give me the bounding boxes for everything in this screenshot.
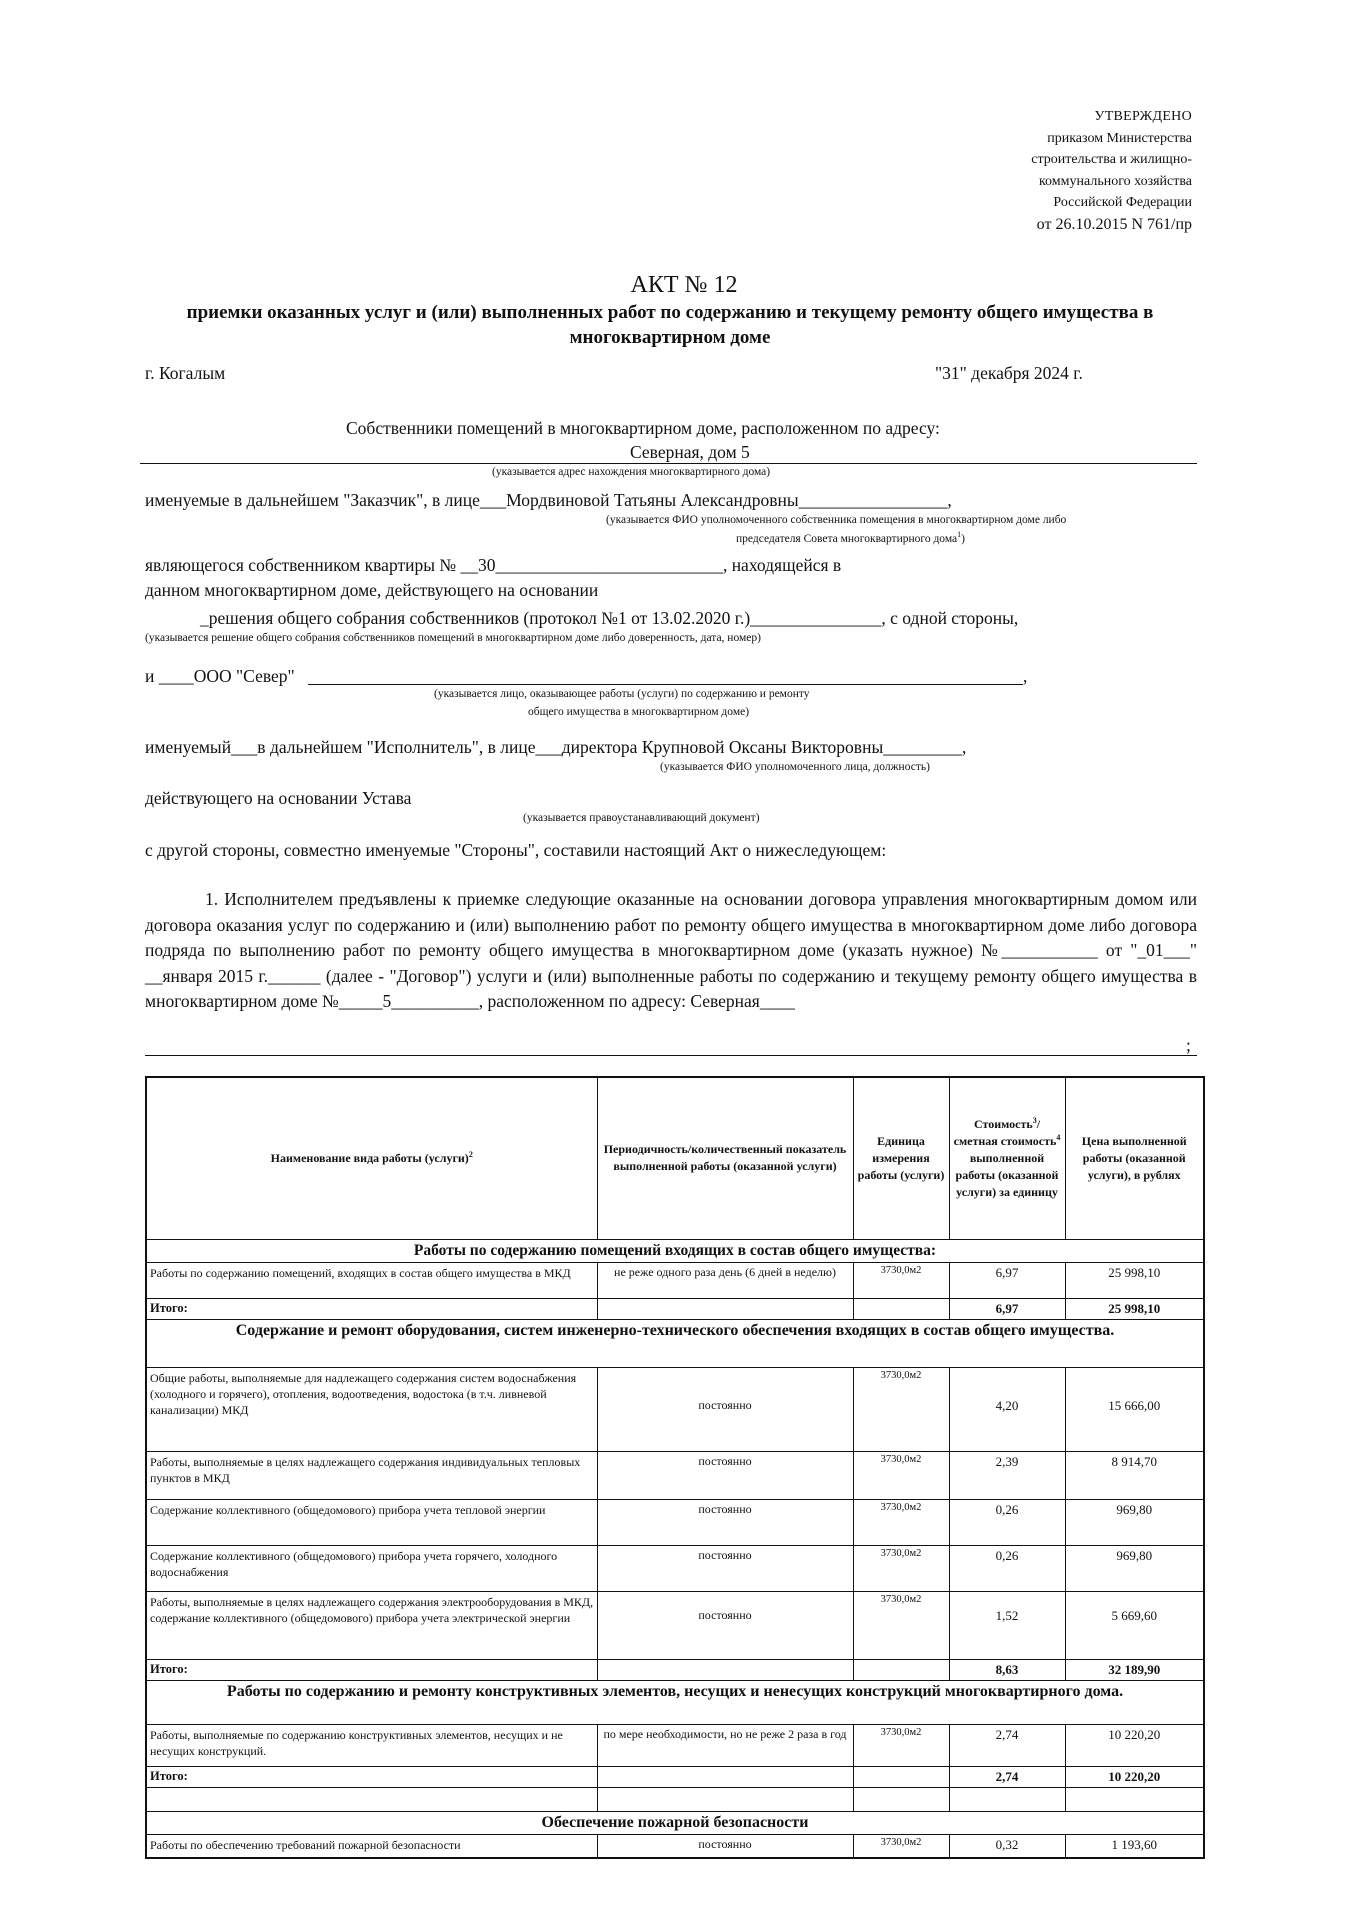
cell-periodicity: не реже одного раза день (6 дней в неделю) — [597, 1262, 853, 1298]
customer-tail: _________________, — [798, 490, 952, 510]
cell-cost: 4,20 — [949, 1367, 1065, 1451]
customer-prefix: именуемые в дальнейшем "Заказчик", в лице — [145, 490, 480, 510]
cell-price: 5 669,60 — [1065, 1591, 1204, 1659]
cell-name: Общие работы, выполняемые для надлежащего содержания систем водоснабжения (холодного и горячего), отопления, водоотведения, водостока (в т.ч. ливневой канализации) МКД — [146, 1367, 597, 1451]
approval-line: приказом Министерства — [1047, 130, 1192, 146]
cell-cost: 0,32 — [949, 1834, 1065, 1858]
apartment-line-2: данном многоквартирном доме, действующего на основании — [145, 580, 599, 600]
approval-line: коммунального хозяйства — [1038, 173, 1192, 189]
total-row — [146, 1298, 1204, 1319]
total-price: 25 998,10 — [1065, 1298, 1204, 1319]
table-row — [146, 1451, 1204, 1499]
cell-periodicity: постоянно — [597, 1591, 853, 1659]
section-title: Работы по содержанию и ремонту конструктивных элементов, несущих и ненесущих конструкций многоквартирного дома. — [146, 1680, 1204, 1724]
cell-name: Работы, выполняемые в целях надлежащего содержания электрооборудования в МКД, содержание коллективного (общедомового) прибора учета электрической энергии — [146, 1591, 597, 1659]
contractor-prefix: и — [145, 666, 155, 686]
clause-1-underline — [145, 1055, 1197, 1056]
contractor-name: ____ООО "Север" — [158, 666, 295, 686]
other-side-line: с другой стороны, совместно именуемые "Стороны", составили настоящий Акт о нижеследующем: — [145, 840, 887, 860]
total-label: Итого: — [146, 1659, 597, 1680]
cell-name: Содержание коллективного (общедомового) прибора учета тепловой энергии — [146, 1499, 597, 1545]
approval-heading: УТВЕРЖДЕНО — [1094, 109, 1192, 124]
table-row — [146, 1834, 1204, 1858]
cell-name: Содержание коллективного (общедомового) прибора учета горячего, холодного водоснабжения — [146, 1545, 597, 1591]
address-hint: (указывается адрес нахождения многоквартирного дома) — [492, 466, 771, 478]
cell-price: 969,80 — [1065, 1545, 1204, 1591]
cell-unit: 3730,0м2 — [853, 1451, 949, 1499]
table-header-row — [146, 1077, 1204, 1239]
table-row — [146, 1367, 1204, 1451]
act-title: АКТ № 12 — [630, 272, 738, 298]
customer-hint: председателя Совета многоквартирного дома$^1$) — [736, 530, 965, 545]
spacer-row — [146, 1787, 1204, 1811]
cell-unit: 3730,0м2 — [853, 1724, 949, 1766]
basis-tail: _______________, с одной стороны, — [750, 608, 1019, 628]
clause-1-text: 1. Исполнителем предъявлены к приемке следующие оказанные на основании договора управления многоквартирным домом или договора оказания услуг по содержанию и (или) выполнению работ по ремонту общего имущества в многоквартирном доме либо договора подряда по выполнению работ по ремонту общего имущества в многоквартирном доме (указать нужное) №___________ от "_01___" __января 2015 г.______ (далее - "Договор") услуги и (или) выполненные работы по содержанию и текущему ремонту общего имущества в многоквартирном доме №_____5__________, расположенном по адресу: Северная____ — [145, 889, 1197, 1011]
cell-price: 969,80 — [1065, 1499, 1204, 1545]
act-date: "31" декабря 2024 г. — [935, 363, 1083, 383]
acting-line: действующего на основании Устава — [145, 788, 412, 808]
customer-name: ___Мордвиновой Татьяны Александровны — [479, 490, 799, 510]
total-row — [146, 1766, 1204, 1787]
total-cost: 6,97 — [949, 1298, 1065, 1319]
contractor-hint: общего имущества в многоквартирном доме) — [528, 706, 750, 718]
owners-intro: Собственники помещений в многоквартирном доме, расположенном по адресу: — [346, 418, 940, 438]
cell-name: Работы по обеспечению требований пожарной безопасности — [146, 1834, 597, 1858]
cell-unit: 3730,0м2 — [853, 1545, 949, 1591]
apartment-tail: __________________________, находящейся в — [495, 555, 842, 575]
cell-periodicity: постоянно — [597, 1367, 853, 1451]
cell-unit: 3730,0м2 — [853, 1591, 949, 1659]
header-unit: Единица измерения работы (услуги) — [853, 1077, 949, 1239]
executor-line: именуемый___в дальнейшем "Исполнитель", в лице___директора Крупновой Оксаны Викторовны_________, — [145, 737, 967, 757]
cell-cost: 0,26 — [949, 1499, 1065, 1545]
contractor-tail: , — [1023, 666, 1028, 686]
cell-unit: 3730,0м2 — [853, 1834, 949, 1858]
apartment-number: __30 — [460, 555, 496, 575]
executor-hint: (указывается ФИО уполномоченного лица, должность) — [660, 761, 930, 773]
section-header — [146, 1239, 1204, 1262]
total-label: Итого: — [146, 1298, 597, 1319]
header-name: Наименование вида работы (услуги)$^2$ — [146, 1077, 597, 1239]
approval-line: строительства и жилищно- — [1031, 152, 1192, 167]
basis-line — [200, 608, 1018, 629]
cell-cost: 0,26 — [949, 1545, 1065, 1591]
section-header — [146, 1319, 1204, 1367]
header-periodicity: Периодичность/количественный показатель выполненной работы (оказанной услуги) — [597, 1077, 853, 1239]
cell-price: 1 193,60 — [1065, 1834, 1204, 1858]
apartment-line — [145, 555, 841, 576]
basis-hint: (указывается решение общего собрания собственников помещений в многоквартирном доме либо доверенность, дата, номер) — [145, 632, 761, 644]
table-row — [146, 1591, 1204, 1659]
clause-1 — [145, 887, 1197, 1015]
contractor-line — [145, 666, 295, 687]
table-row — [146, 1545, 1204, 1591]
section-title: Работы по содержанию помещений входящих в состав общего имущества: — [146, 1239, 1204, 1262]
cell-periodicity: по мере необходимости, но не реже 2 раза в год — [597, 1724, 853, 1766]
works-table — [145, 1076, 1205, 1859]
basis-value: _решения общего собрания собственников (протокол №1 от 13.02.2020 г.) — [200, 608, 751, 628]
approval-block — [892, 106, 1192, 235]
contractor-underline — [308, 684, 1023, 685]
total-price: 10 220,20 — [1065, 1766, 1204, 1787]
table-row — [146, 1724, 1204, 1766]
customer-hint: (указывается ФИО уполномоченного собственника помещения в многоквартирном доме либо — [606, 514, 1067, 526]
cell-name: Работы, выполняемые в целях надлежащего содержания индивидуальных тепловых пунктов в МКД — [146, 1451, 597, 1499]
cell-periodicity: постоянно — [597, 1499, 853, 1545]
cell-cost: 6,97 — [949, 1262, 1065, 1298]
section-title: Обеспечение пожарной безопасности — [146, 1811, 1204, 1834]
acting-hint: (указывается правоустанавливающий документ) — [523, 812, 760, 824]
table-row — [146, 1262, 1204, 1298]
act-subtitle: приемки оказанных услуг и (или) выполненных работ по содержанию и текущему ремонту общего имущества в многоквартирном доме — [186, 302, 1154, 348]
section-header — [146, 1811, 1204, 1834]
customer-line — [145, 490, 952, 511]
apartment-prefix: являющегося собственником квартиры № — [145, 555, 457, 575]
cell-cost: 2,74 — [949, 1724, 1065, 1766]
address-value: Северная, дом 5 — [630, 442, 750, 462]
cell-name: Работы по содержанию помещений, входящих в состав общего имущества в МКД — [146, 1262, 597, 1298]
total-row — [146, 1659, 1204, 1680]
place: г. Когалым — [145, 363, 226, 383]
total-label: Итого: — [146, 1766, 597, 1787]
approval-line: Российской Федерации — [1053, 195, 1192, 210]
cell-cost: 1,52 — [949, 1591, 1065, 1659]
contractor-hint: (указывается лицо, оказывающее работы (услуги) по содержанию и ремонту — [434, 688, 810, 700]
cell-name: Работы, выполняемые по содержанию конструктивных элементов, несущих и не несущих конструкций. — [146, 1724, 597, 1766]
address-underline — [140, 463, 1197, 464]
cell-price: 25 998,10 — [1065, 1262, 1204, 1298]
cell-price: 10 220,20 — [1065, 1724, 1204, 1766]
section-title: Содержание и ремонт оборудования, систем инженерно-технического обеспечения входящих в состав общего имущества. — [146, 1319, 1204, 1367]
total-price: 32 189,90 — [1065, 1659, 1204, 1680]
cell-unit: 3730,0м2 — [853, 1262, 949, 1298]
total-cost: 2,74 — [949, 1766, 1065, 1787]
total-cost: 8,63 — [949, 1659, 1065, 1680]
cell-periodicity: постоянно — [597, 1834, 853, 1858]
cell-cost: 2,39 — [949, 1451, 1065, 1499]
cell-unit: 3730,0м2 — [853, 1367, 949, 1451]
table-row — [146, 1499, 1204, 1545]
cell-unit: 3730,0м2 — [853, 1499, 949, 1545]
approval-order-date: от 26.10.2015 N 761/пр — [1036, 215, 1192, 233]
cell-price: 8 914,70 — [1065, 1451, 1204, 1499]
header-cost: Стоимость$^3$/сметная стоимость$^4$ выполненной работы (оказанной услуги) за единицу — [949, 1077, 1065, 1239]
clause-1-end: ; — [1186, 1035, 1191, 1055]
section-header — [146, 1680, 1204, 1724]
cell-periodicity: постоянно — [597, 1451, 853, 1499]
header-price: Цена выполненной работы (оказанной услуги), в рублях — [1065, 1077, 1204, 1239]
cell-periodicity: постоянно — [597, 1545, 853, 1591]
cell-price: 15 666,00 — [1065, 1367, 1204, 1451]
